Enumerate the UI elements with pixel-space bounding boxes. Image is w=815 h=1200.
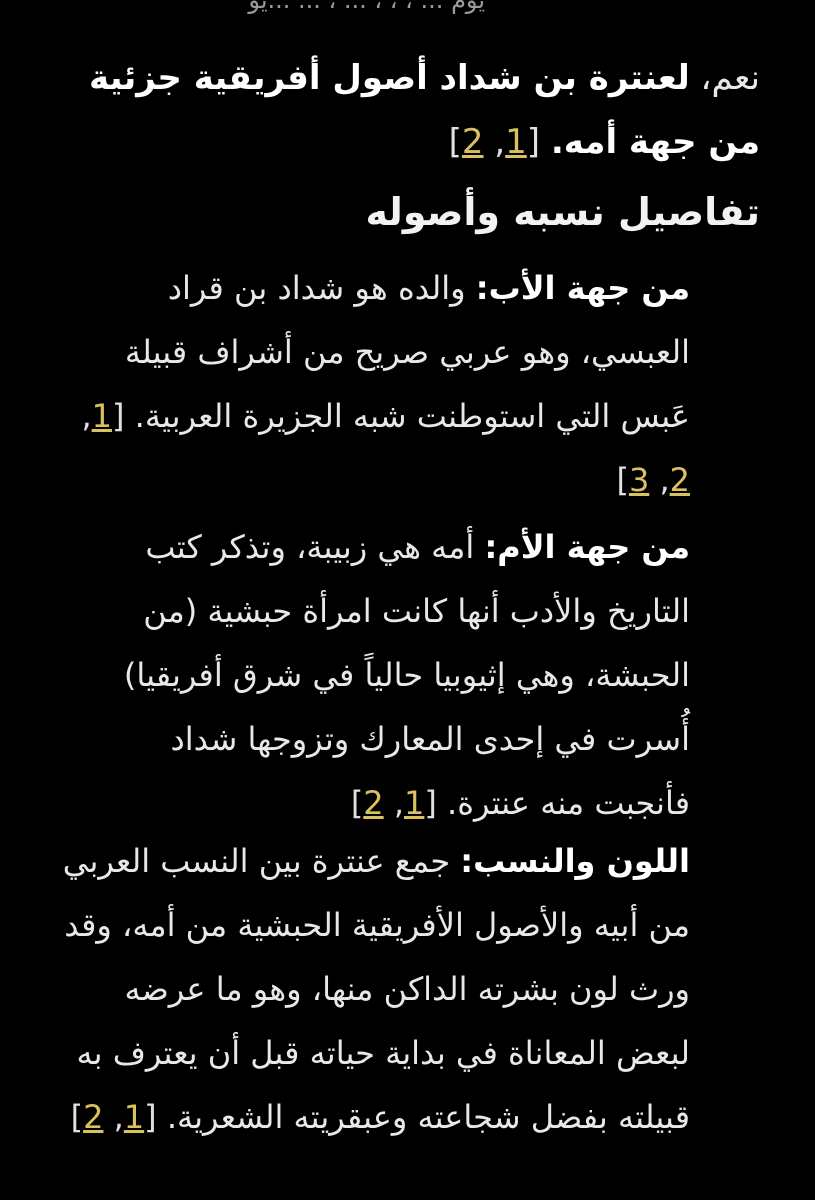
- clipped-text-line: يوم ... ، ، ، ... ، ... ...يو: [248, 0, 485, 14]
- citation-link[interactable]: 1: [123, 1098, 145, 1136]
- citation-link[interactable]: 1: [505, 122, 527, 162]
- intro-paragraph: نعم، لعنترة بن شداد أصول أفريقية جزئية من جهة أمه. [1, 2]: [89, 58, 760, 162]
- father-text: والده هو شداد بن قراد العبسي، وهو عربي صريح من أشراف قبيلة عَبس التي استوطنت شبه الجزيرة العربية.: [124, 269, 690, 435]
- lineage-label: اللون والنسب:: [460, 842, 690, 880]
- section-heading: تفاصيل نسبه وأصوله: [365, 190, 760, 234]
- lineage-paragraph: اللون والنسب: جمع عنترة بين النسب العربي من أبيه والأصول الأفريقية الحبشية من أمه، وقد ورث لون بشرته الداكن منها، وهو ما عرضه لبعض المعاناة في بداية حياته قبل أن يعترف به قبيلته بفضل شجاعته وعبقريته الشعرية. [1, 2]: [62, 842, 690, 1136]
- citation-link[interactable]: 2: [669, 461, 690, 499]
- citation-link[interactable]: 2: [83, 1098, 104, 1136]
- mother-paragraph: من جهة الأم: أمه هي زبيبة، وتذكر كتب التاريخ والأدب أنها كانت امرأة حبشية (من الحبشة، وهي إثيوبيا حالياً في شرق أفريقيا) أُسرت في إحدى المعارك وتزوجها شداد فأنجبت منه عنترة. [1, 2]: [123, 528, 690, 822]
- father-label: من جهة الأب:: [475, 269, 690, 307]
- intro-lead: نعم،: [700, 58, 760, 98]
- citation-link[interactable]: 2: [461, 122, 484, 162]
- citation-link[interactable]: 1: [91, 397, 112, 435]
- lineage-text: جمع عنترة بين النسب العربي من أبيه والأصول الأفريقية الحبشية من أمه، وقد ورث لون بشرته الداكن منها، وهو ما عرضه لبعض المعاناة في بداية حياته قبل أن يعترف به قبيلته بفضل شجاعته وعبقريته الشعرية.: [62, 842, 690, 1136]
- citation-link[interactable]: 3: [628, 461, 650, 499]
- intro-bold: لعنترة بن شداد أصول أفريقية جزئية من جهة أمه.: [89, 58, 760, 162]
- mother-text: أمه هي زبيبة، وتذكر كتب التاريخ والأدب أنها كانت امرأة حبشية (من الحبشة، وهي إثيوبيا حالياً في شرق أفريقيا) أُسرت في إحدى المعارك وتزوجها شداد فأنجبت منه عنترة.: [123, 528, 690, 822]
- citation-link[interactable]: 1: [404, 784, 425, 822]
- mother-label: من جهة الأم:: [484, 528, 690, 566]
- citation-link[interactable]: 2: [363, 784, 384, 822]
- father-paragraph: من جهة الأب: والده هو شداد بن قراد العبسي، وهو عربي صريح من أشراف قبيلة عَبس التي استوطنت شبه الجزيرة العربية. [1, 2, 3]: [81, 269, 690, 499]
